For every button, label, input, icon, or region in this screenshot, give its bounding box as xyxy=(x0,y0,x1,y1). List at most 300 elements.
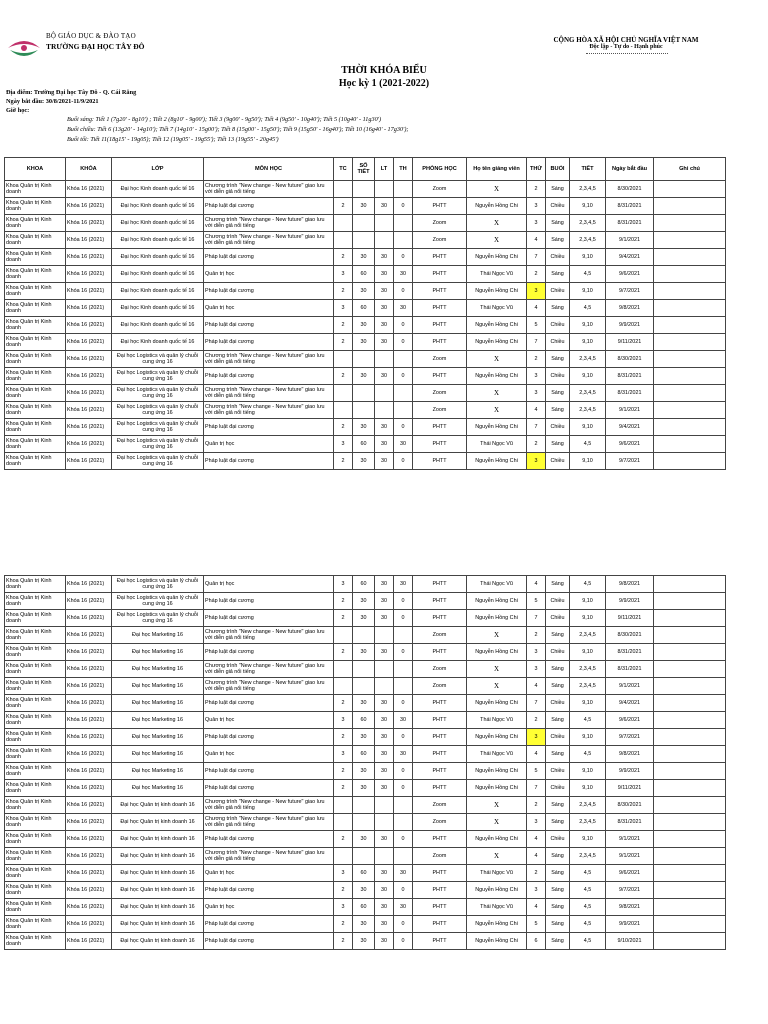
cell-theory xyxy=(375,215,394,232)
cell-session: Sáng xyxy=(546,300,570,317)
table-row xyxy=(5,351,726,368)
cell-class: Đại học Marketing 16 xyxy=(112,678,204,695)
cell-class: Đại học Quản trị kinh doanh 16 xyxy=(112,933,204,950)
cell-practice xyxy=(394,232,413,249)
cell-lecturer: X xyxy=(467,181,527,198)
cell-class: Đại học Logistics và quản lý chuỗi cung ứng 16 xyxy=(112,368,204,385)
table-row xyxy=(5,402,726,419)
column-header-khoa: KHOA xyxy=(5,158,66,181)
cell-subject: Quản trị học xyxy=(204,712,334,729)
cell-start-date: 8/30/2021 xyxy=(606,627,654,644)
cell-theory: 30 xyxy=(375,453,394,470)
cell-subject: Chương trình "New change - New future" giao lưu với diễn giả nổi tiếng xyxy=(204,402,334,419)
cell-periods: 30 xyxy=(353,916,375,933)
cell-period-slots: 2,3,4,5 xyxy=(570,661,606,678)
cell-theory xyxy=(375,797,394,814)
cell-weekday: 5 xyxy=(527,916,546,933)
table-row xyxy=(5,419,726,436)
cell-start-date: 9/4/2021 xyxy=(606,419,654,436)
cell-period-slots: 2,3,4,5 xyxy=(570,814,606,831)
cell-practice: 30 xyxy=(394,266,413,283)
cell-lecturer: X xyxy=(467,351,527,368)
cell-theory: 30 xyxy=(375,419,394,436)
cell-khoa: Khoa Quản trị Kinh doanh xyxy=(5,453,66,470)
cell-period-slots: 9,10 xyxy=(570,831,606,848)
cell-room: Zoom xyxy=(413,814,467,831)
cell-weekday: 2 xyxy=(527,351,546,368)
cell-session: Sáng xyxy=(546,385,570,402)
cell-session: Chiều xyxy=(546,729,570,746)
cell-period-slots: 4,5 xyxy=(570,712,606,729)
column-header-weekday: THỨ xyxy=(527,158,546,181)
cell-subject: Chương trình "New change - New future" giao lưu với diễn giả nổi tiếng xyxy=(204,215,334,232)
cell-room: PHTT xyxy=(413,368,467,385)
cell-subject: Chương trình "New change - New future" giao lưu với diễn giả nổi tiếng xyxy=(204,661,334,678)
cell-weekday: 2 xyxy=(527,865,546,882)
cell-note xyxy=(654,678,726,695)
cell-theory: 30 xyxy=(375,300,394,317)
evening-schedule: Buổi tối: Tiết 11(18g15' - 19g05); Tiết 12 (19g05' - 19g55'); Tiết 13 (19g55' - 20g45') xyxy=(67,136,279,143)
cell-khoa: Khoa Quản trị Kinh doanh xyxy=(5,729,66,746)
cell-khoa: Khoa Quản trị Kinh doanh xyxy=(5,627,66,644)
cell-khoa: Khoa Quản trị Kinh doanh xyxy=(5,593,66,610)
cell-khoa: Khoa Quản trị Kinh doanh xyxy=(5,865,66,882)
cell-practice: 30 xyxy=(394,746,413,763)
cell-weekday: 3 xyxy=(527,644,546,661)
cell-credits: 2 xyxy=(334,882,353,899)
cell-note xyxy=(654,368,726,385)
cell-theory xyxy=(375,848,394,865)
cell-khoa: Khoa Quản trị Kinh doanh xyxy=(5,678,66,695)
cell-lecturer: Nguyễn Hồng Chi xyxy=(467,610,527,627)
cell-khoa: Khoa Quản trị Kinh doanh xyxy=(5,419,66,436)
cell-session: Chiều xyxy=(546,780,570,797)
cell-khoa: Khoa Quản trị Kinh doanh xyxy=(5,232,66,249)
cell-room: PHTT xyxy=(413,283,467,300)
cell-session: Sáng xyxy=(546,661,570,678)
cell-start-date: 9/8/2021 xyxy=(606,746,654,763)
table-row xyxy=(5,593,726,610)
cell-credits: 2 xyxy=(334,644,353,661)
cell-period-slots: 9,10 xyxy=(570,610,606,627)
cell-lecturer: Thái Ngọc Vũ xyxy=(467,712,527,729)
cell-subject: Chương trình "New change - New future" giao lưu với diễn giả nổi tiếng xyxy=(204,678,334,695)
cell-theory: 30 xyxy=(375,865,394,882)
cell-credits xyxy=(334,215,353,232)
cell-note xyxy=(654,780,726,797)
cell-lecturer: X xyxy=(467,232,527,249)
cell-periods xyxy=(353,402,375,419)
cell-khoa-year: Khóa 16 (2021) xyxy=(66,678,112,695)
cell-note xyxy=(654,848,726,865)
cell-lecturer: Nguyễn Hồng Chi xyxy=(467,831,527,848)
cell-weekday: 3 xyxy=(527,368,546,385)
cell-weekday: 4 xyxy=(527,831,546,848)
cell-khoa-year: Khóa 16 (2021) xyxy=(66,419,112,436)
cell-lecturer: Thái Ngọc Vũ xyxy=(467,746,527,763)
cell-room: PHTT xyxy=(413,576,467,593)
cell-lecturer: Nguyễn Hồng Chi xyxy=(467,249,527,266)
cell-note xyxy=(654,300,726,317)
cell-lecturer: Nguyễn Hồng Chi xyxy=(467,933,527,950)
cell-khoa-year: Khóa 16 (2021) xyxy=(66,576,112,593)
page-subtitle: Học kỳ 1 (2021-2022) xyxy=(338,78,430,89)
cell-credits xyxy=(334,402,353,419)
cell-periods: 60 xyxy=(353,266,375,283)
cell-practice: 0 xyxy=(394,334,413,351)
cell-practice xyxy=(394,402,413,419)
cell-khoa: Khoa Quản trị Kinh doanh xyxy=(5,198,66,215)
cell-session: Chiều xyxy=(546,419,570,436)
cell-credits xyxy=(334,661,353,678)
table-row xyxy=(5,576,726,593)
cell-periods xyxy=(353,848,375,865)
cell-weekday: 2 xyxy=(527,266,546,283)
cell-room: PHTT xyxy=(413,916,467,933)
cell-periods xyxy=(353,232,375,249)
cell-theory: 30 xyxy=(375,368,394,385)
ministry-name: BỘ GIÁO DỤC & ĐÀO TẠO xyxy=(46,32,136,40)
cell-start-date: 8/31/2021 xyxy=(606,215,654,232)
cell-class: Đại học Logistics và quản lý chuỗi cung ứng 16 xyxy=(112,402,204,419)
cell-periods xyxy=(353,351,375,368)
timetable-page-1 xyxy=(4,157,726,470)
cell-theory xyxy=(375,661,394,678)
cell-note xyxy=(654,283,726,300)
cell-credits: 2 xyxy=(334,198,353,215)
cell-lecturer: Nguyễn Hồng Chi xyxy=(467,419,527,436)
cell-khoa-year: Khóa 16 (2021) xyxy=(66,712,112,729)
cell-lecturer: X xyxy=(467,402,527,419)
school-name: TRƯỜNG ĐẠI HỌC TÂY ĐÔ xyxy=(46,42,145,51)
cell-lecturer: X xyxy=(467,814,527,831)
cell-class: Đại học Kinh doanh quốc tế 16 xyxy=(112,198,204,215)
cell-session: Sáng xyxy=(546,266,570,283)
cell-weekday: 3 xyxy=(527,814,546,831)
cell-period-slots: 2,3,4,5 xyxy=(570,181,606,198)
table-row xyxy=(5,712,726,729)
cell-class: Đại học Logistics và quản lý chuỗi cung ứng 16 xyxy=(112,610,204,627)
cell-class: Đại học Kinh doanh quốc tế 16 xyxy=(112,317,204,334)
cell-periods: 30 xyxy=(353,198,375,215)
cell-weekday: 3 xyxy=(527,882,546,899)
cell-theory xyxy=(375,385,394,402)
cell-lecturer: Nguyễn Hồng Chi xyxy=(467,453,527,470)
cell-subject: Pháp luật đại cương xyxy=(204,368,334,385)
cell-start-date: 8/31/2021 xyxy=(606,814,654,831)
cell-credits: 2 xyxy=(334,729,353,746)
cell-credits xyxy=(334,351,353,368)
table-row xyxy=(5,198,726,215)
cell-credits: 2 xyxy=(334,831,353,848)
cell-weekday: 7 xyxy=(527,780,546,797)
cell-subject: Quản trị học xyxy=(204,266,334,283)
cell-session: Sáng xyxy=(546,712,570,729)
cell-weekday: 4 xyxy=(527,402,546,419)
column-header-subject: MÔN HỌC xyxy=(204,158,334,181)
cell-session: Chiều xyxy=(546,644,570,661)
cell-note xyxy=(654,695,726,712)
cell-theory: 30 xyxy=(375,933,394,950)
national-motto: Độc lập - Tự do - Hạnh phúc xyxy=(589,44,663,50)
cell-note xyxy=(654,436,726,453)
cell-practice xyxy=(394,351,413,368)
cell-start-date: 9/11/2021 xyxy=(606,334,654,351)
cell-weekday: 4 xyxy=(527,678,546,695)
cell-theory: 30 xyxy=(375,576,394,593)
cell-practice: 0 xyxy=(394,368,413,385)
cell-weekday: 4 xyxy=(527,746,546,763)
cell-credits xyxy=(334,181,353,198)
cell-class: Đại học Marketing 16 xyxy=(112,746,204,763)
cell-class: Đại học Marketing 16 xyxy=(112,644,204,661)
cell-class: Đại học Kinh doanh quốc tế 16 xyxy=(112,334,204,351)
cell-period-slots: 9,10 xyxy=(570,763,606,780)
cell-note xyxy=(654,317,726,334)
cell-khoa-year: Khóa 16 (2021) xyxy=(66,181,112,198)
cell-start-date: 9/9/2021 xyxy=(606,593,654,610)
cell-practice: 30 xyxy=(394,899,413,916)
cell-start-date: 9/7/2021 xyxy=(606,283,654,300)
cell-credits: 2 xyxy=(334,453,353,470)
cell-khoa-year: Khóa 16 (2021) xyxy=(66,402,112,419)
cell-khoa-year: Khóa 16 (2021) xyxy=(66,300,112,317)
cell-class: Đại học Kinh doanh quốc tế 16 xyxy=(112,300,204,317)
cell-theory: 30 xyxy=(375,266,394,283)
cell-session: Chiều xyxy=(546,610,570,627)
cell-subject: Pháp luật đại cương xyxy=(204,198,334,215)
cell-theory: 30 xyxy=(375,831,394,848)
cell-periods: 30 xyxy=(353,763,375,780)
table-row xyxy=(5,729,726,746)
cell-theory: 30 xyxy=(375,198,394,215)
cell-start-date: 9/11/2021 xyxy=(606,610,654,627)
cell-periods: 30 xyxy=(353,453,375,470)
cell-start-date: 9/9/2021 xyxy=(606,763,654,780)
cell-note xyxy=(654,385,726,402)
cell-subject: Pháp luật đại cương xyxy=(204,334,334,351)
cell-class: Đại học Marketing 16 xyxy=(112,661,204,678)
cell-periods xyxy=(353,215,375,232)
cell-note xyxy=(654,882,726,899)
morning-schedule: Buổi sáng: Tiết 1 (7g20' - 8g10') ; Tiết 2 (8g10' - 9g00'); Tiết 3 (9g00' - 9g50'); Tiết 4 (9g50' - 10g40'); Tiết 5 (10g40' - 11g30') xyxy=(67,116,382,123)
cell-periods: 30 xyxy=(353,317,375,334)
cell-class: Đại học Kinh doanh quốc tế 16 xyxy=(112,266,204,283)
cell-room: PHTT xyxy=(413,610,467,627)
table-row xyxy=(5,215,726,232)
cell-start-date: 9/6/2021 xyxy=(606,436,654,453)
cell-lecturer: Thái Ngọc Vũ xyxy=(467,300,527,317)
cell-subject: Pháp luật đại cương xyxy=(204,882,334,899)
cell-start-date: 9/9/2021 xyxy=(606,916,654,933)
cell-periods xyxy=(353,814,375,831)
cell-note xyxy=(654,402,726,419)
cell-start-date: 9/1/2021 xyxy=(606,402,654,419)
cell-khoa: Khoa Quản trị Kinh doanh xyxy=(5,746,66,763)
cell-room: PHTT xyxy=(413,729,467,746)
cell-subject: Pháp luật đại cương xyxy=(204,695,334,712)
cell-weekday: 2 xyxy=(527,627,546,644)
cell-room: PHTT xyxy=(413,712,467,729)
cell-credits: 3 xyxy=(334,300,353,317)
cell-khoa: Khoa Quản trị Kinh doanh xyxy=(5,848,66,865)
cell-khoa: Khoa Quản trị Kinh doanh xyxy=(5,266,66,283)
cell-period-slots: 9,10 xyxy=(570,729,606,746)
cell-session: Sáng xyxy=(546,215,570,232)
cell-weekday: 5 xyxy=(527,593,546,610)
cell-session: Sáng xyxy=(546,402,570,419)
cell-practice xyxy=(394,848,413,865)
cell-weekday: 3 xyxy=(527,453,546,470)
cell-khoa: Khoa Quản trị Kinh doanh xyxy=(5,436,66,453)
cell-theory: 30 xyxy=(375,283,394,300)
cell-periods: 30 xyxy=(353,368,375,385)
cell-theory xyxy=(375,232,394,249)
cell-subject: Quản trị học xyxy=(204,865,334,882)
cell-khoa-year: Khóa 16 (2021) xyxy=(66,215,112,232)
cell-periods: 60 xyxy=(353,300,375,317)
cell-room: Zoom xyxy=(413,661,467,678)
cell-start-date: 9/1/2021 xyxy=(606,848,654,865)
cell-lecturer: Nguyễn Hồng Chi xyxy=(467,317,527,334)
cell-class: Đại học Kinh doanh quốc tế 16 xyxy=(112,232,204,249)
cell-note xyxy=(654,351,726,368)
cell-session: Chiều xyxy=(546,593,570,610)
cell-note xyxy=(654,712,726,729)
cell-session: Sáng xyxy=(546,848,570,865)
cell-lecturer: Nguyễn Hồng Chi xyxy=(467,729,527,746)
cell-credits xyxy=(334,232,353,249)
cell-room: Zoom xyxy=(413,627,467,644)
cell-period-slots: 2,3,4,5 xyxy=(570,402,606,419)
cell-note xyxy=(654,746,726,763)
university-logo xyxy=(6,36,42,60)
cell-practice xyxy=(394,181,413,198)
cell-periods xyxy=(353,678,375,695)
cell-khoa: Khoa Quản trị Kinh doanh xyxy=(5,317,66,334)
cell-period-slots: 9,10 xyxy=(570,317,606,334)
cell-period-slots: 9,10 xyxy=(570,198,606,215)
cell-lecturer: Nguyễn Hồng Chi xyxy=(467,283,527,300)
cell-weekday: 3 xyxy=(527,198,546,215)
column-header-period-slots: TIẾT xyxy=(570,158,606,181)
table-row xyxy=(5,848,726,865)
table-row xyxy=(5,232,726,249)
cell-weekday: 5 xyxy=(527,763,546,780)
cell-practice: 0 xyxy=(394,283,413,300)
republic-name: CỘNG HÒA XÃ HỘI CHỦ NGHĨA VIỆT NAM xyxy=(553,36,699,44)
cell-lecturer: X xyxy=(467,848,527,865)
cell-note xyxy=(654,763,726,780)
location-text: Địa điểm: Trường Đại học Tây Đô - Q. Cái Răng xyxy=(6,89,137,96)
cell-note xyxy=(654,181,726,198)
cell-session: Chiều xyxy=(546,249,570,266)
cell-practice xyxy=(394,627,413,644)
cell-session: Sáng xyxy=(546,933,570,950)
cell-note xyxy=(654,453,726,470)
cell-practice: 0 xyxy=(394,453,413,470)
table-row xyxy=(5,933,726,950)
cell-periods: 60 xyxy=(353,899,375,916)
cell-class: Đại học Marketing 16 xyxy=(112,729,204,746)
cell-khoa-year: Khóa 16 (2021) xyxy=(66,317,112,334)
cell-weekday: 6 xyxy=(527,933,546,950)
cell-credits: 2 xyxy=(334,933,353,950)
cell-room: Zoom xyxy=(413,848,467,865)
cell-subject: Pháp luật đại cương xyxy=(204,933,334,950)
cell-credits: 3 xyxy=(334,899,353,916)
cell-class: Đại học Logistics và quản lý chuỗi cung ứng 16 xyxy=(112,593,204,610)
cell-lecturer: Nguyễn Hồng Chi xyxy=(467,334,527,351)
cell-start-date: 9/6/2021 xyxy=(606,712,654,729)
cell-credits: 3 xyxy=(334,266,353,283)
cell-khoa: Khoa Quản trị Kinh doanh xyxy=(5,695,66,712)
cell-note xyxy=(654,729,726,746)
cell-khoa-year: Khóa 16 (2021) xyxy=(66,627,112,644)
cell-khoa: Khoa Quản trị Kinh doanh xyxy=(5,916,66,933)
cell-weekday: 2 xyxy=(527,436,546,453)
cell-practice: 0 xyxy=(394,419,413,436)
cell-room: PHTT xyxy=(413,933,467,950)
table-row xyxy=(5,181,726,198)
table-row xyxy=(5,865,726,882)
cell-credits: 2 xyxy=(334,763,353,780)
cell-subject: Pháp luật đại cương xyxy=(204,593,334,610)
cell-room: PHTT xyxy=(413,865,467,882)
table-row xyxy=(5,266,726,283)
cell-credits: 2 xyxy=(334,283,353,300)
cell-practice: 0 xyxy=(394,249,413,266)
table-header-row xyxy=(5,158,726,181)
cell-period-slots: 2,3,4,5 xyxy=(570,232,606,249)
cell-start-date: 9/6/2021 xyxy=(606,865,654,882)
cell-practice: 30 xyxy=(394,865,413,882)
cell-khoa: Khoa Quản trị Kinh doanh xyxy=(5,181,66,198)
cell-room: Zoom xyxy=(413,385,467,402)
cell-period-slots: 4,5 xyxy=(570,436,606,453)
cell-theory: 30 xyxy=(375,317,394,334)
cell-lecturer: Nguyễn Hồng Chi xyxy=(467,763,527,780)
cell-khoa: Khoa Quản trị Kinh doanh xyxy=(5,368,66,385)
cell-theory xyxy=(375,402,394,419)
cell-lecturer: Nguyễn Hồng Chi xyxy=(467,916,527,933)
cell-session: Chiều xyxy=(546,695,570,712)
cell-note xyxy=(654,831,726,848)
cell-weekday: 4 xyxy=(527,576,546,593)
cell-period-slots: 4,5 xyxy=(570,882,606,899)
cell-periods: 60 xyxy=(353,746,375,763)
cell-subject: Pháp luật đại cương xyxy=(204,916,334,933)
cell-session: Chiều xyxy=(546,283,570,300)
cell-note xyxy=(654,198,726,215)
cell-session: Sáng xyxy=(546,351,570,368)
cell-lecturer: Nguyễn Hồng Chi xyxy=(467,695,527,712)
cell-note xyxy=(654,334,726,351)
cell-khoa-year: Khóa 16 (2021) xyxy=(66,334,112,351)
cell-session: Sáng xyxy=(546,232,570,249)
cell-class: Đại học Kinh doanh quốc tế 16 xyxy=(112,283,204,300)
cell-weekday: 5 xyxy=(527,317,546,334)
cell-class: Đại học Quản trị kinh doanh 16 xyxy=(112,797,204,814)
column-header-room: PHÒNG HỌC xyxy=(413,158,467,181)
cell-theory: 30 xyxy=(375,436,394,453)
cell-start-date: 9/8/2021 xyxy=(606,899,654,916)
cell-periods xyxy=(353,797,375,814)
cell-note xyxy=(654,610,726,627)
cell-khoa: Khoa Quản trị Kinh doanh xyxy=(5,215,66,232)
cell-room: PHTT xyxy=(413,746,467,763)
cell-lecturer: Nguyễn Hồng Chi xyxy=(467,780,527,797)
